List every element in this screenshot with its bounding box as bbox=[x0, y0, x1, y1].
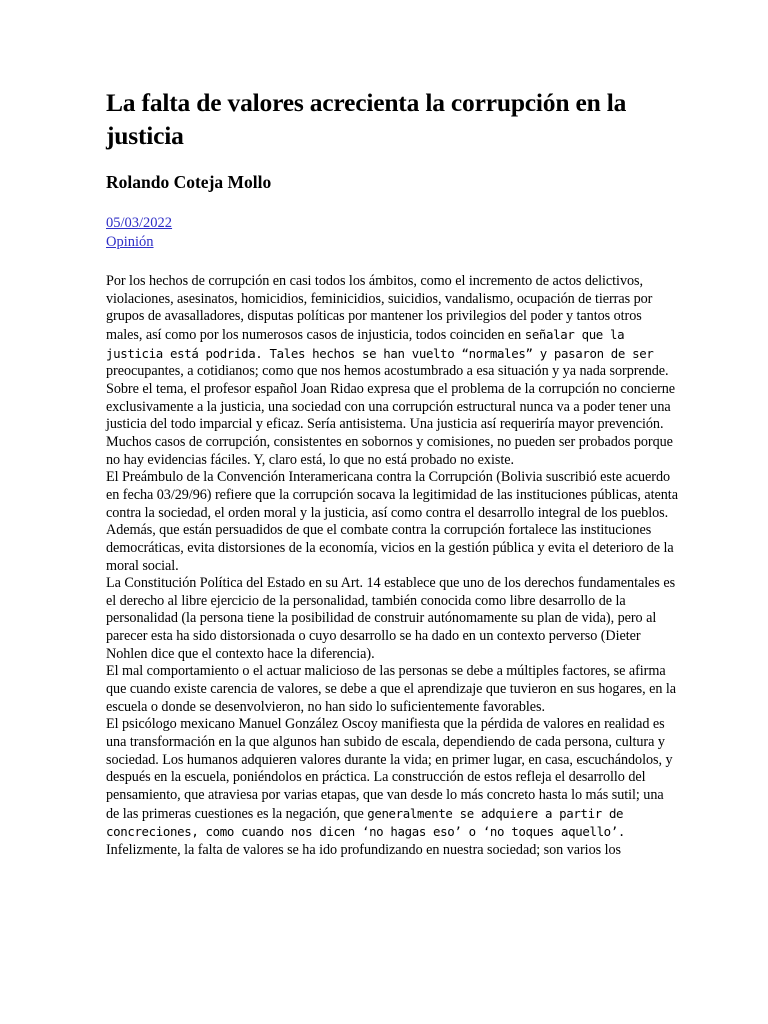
paragraph-3: El Preámbulo de la Convención Interamericana contra la Corrupción (Bolivia suscribió este acuerdo en fecha 03/29/96) refiere que la corrupción socava la legitimidad de las instituciones públicas, atenta contra la sociedad, el orden moral y la justicia, así como contra el desarrollo integral de los pueblos. Además, que están persuadidos de que el combate contra la corrupción fortalece las instituciones democráticas, evita distorsiones de la economía, vicios en la gestión pública y evita el deterioro de la moral social. bbox=[106, 469, 678, 574]
paragraph-mono-text: señalar que la justicia está podrida. Tales hechos se han vuelto “normales” y pasaron de ser bbox=[106, 326, 654, 361]
paragraph-1 bbox=[106, 273, 678, 381]
paragraph-text: El psicólogo mexicano Manuel González Oscoy manifiesta que la pérdida de valores en realidad es una transformación en la que algunos han subido de escala, dependiendo de cada persona, cultura y sociedad. Los humanos adquieren valores durante la vida; en primer lugar, en casa, escuchándolos, y después en la escuela, poniéndolos en práctica. La construcción de estos refleja el desarrollo del pensamiento, que atraviesa por varias etapas, que van desde lo más concreto hasta lo más sutil; una de las primeras cuestiones es la negación, que bbox=[106, 716, 673, 822]
paragraph-5: El mal comportamiento o el actuar malicioso de las personas se debe a múltiples factores, se afirma que cuando existe carencia de valores, se debe a que el aprendizaje que tuvieron en sus hogares, en la escuela o donde se desenvolvieron, no han sido lo suficientemente favorables. bbox=[106, 663, 677, 715]
article-author: Rolando Coteja Mollo bbox=[106, 172, 272, 192]
article-meta bbox=[106, 214, 678, 251]
paragraph-6 bbox=[106, 716, 678, 842]
article-body bbox=[106, 273, 678, 860]
date-link[interactable]: 05/03/2022 bbox=[106, 215, 173, 231]
article bbox=[106, 86, 678, 860]
paragraph-text: Por los hechos de corrupción en casi todos los ámbitos, como el incremento de actos delictivos, violaciones, asesinatos, homicidios, feminicidios, suicidios, vandalismo, ocupación de tierras por grupos de avasalladores, disputas políticas por mantener los privilegios del poder y tantos otros males, así como por los numerosos casos de injusticia, todos coinciden en bbox=[106, 273, 653, 343]
category-link[interactable]: Opinión bbox=[106, 233, 154, 250]
paragraph-mono-text: generalmente se adquiere a partir de concreciones, como cuando nos dicen ‘no hagas eso’ o ‘no toques aquello’. bbox=[106, 805, 626, 840]
article-title: La falta de valores acrecienta la corrupción en la justicia bbox=[106, 88, 627, 150]
paragraph-2: Sobre el tema, el profesor español Joan Ridao expresa que el problema de la corrupción no concierne exclusivamente a la justicia, una sociedad con una corrupción estructural nunca va a poder tener una justicia del todo imparcial y eficaz. Sería antisistema. Una justicia así requeriría mayor prevención. Muchos casos de corrupción, consistentes en sobornos y comisiones, no pueden ser probados porque no hay evidencias fáciles. Y, claro está, lo que no está probado no existe. bbox=[106, 380, 676, 468]
paragraph-7: Infelizmente, la falta de valores se ha ido profundizando en nuestra sociedad; son varios los bbox=[106, 842, 621, 858]
paragraph-tail-text: preocupantes, a cotidianos; como que nos hemos acostumbrado a esa situación y ya nada sorprende. bbox=[106, 363, 669, 380]
paragraph-4: La Constitución Política del Estado en su Art. 14 establece que uno de los derechos fundamentales es el derecho al libre ejercicio de la personalidad, también conocida como libre desarrollo de la personalidad (la persona tiene la posibilidad de construir autónomamente su plan de vida), pero al parecer esta ha sido distorsionada o cuyo desarrollo se ha dado en un contexto perverso (Dieter Nohlen dice que el contexto hace la diferencia). bbox=[106, 575, 676, 662]
